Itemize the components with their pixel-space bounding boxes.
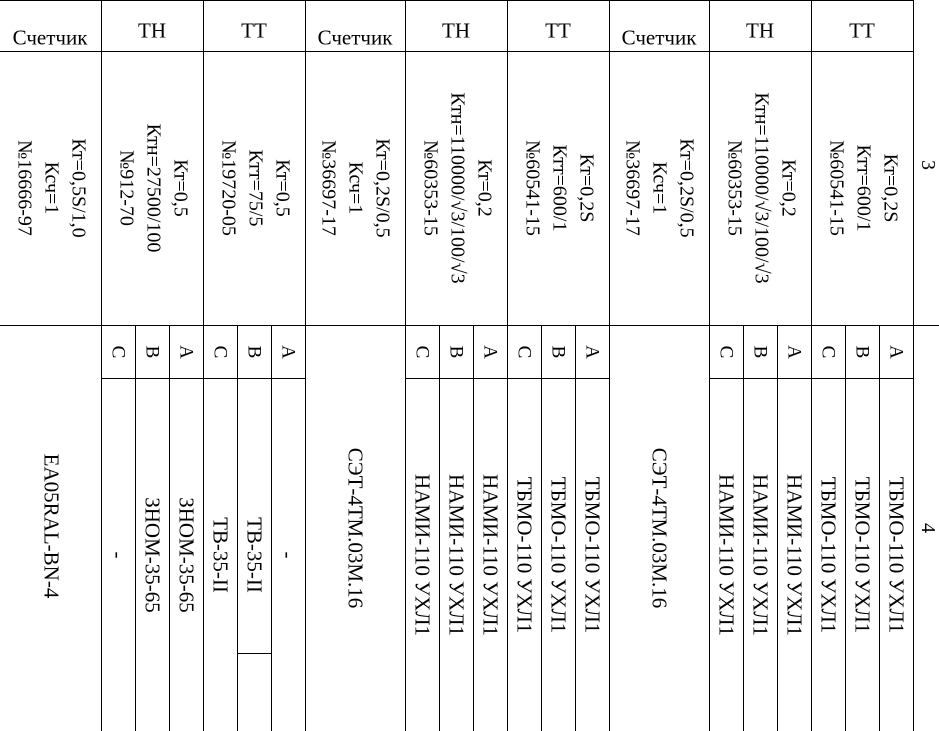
tn-header: ТН: [746, 18, 774, 43]
meter-header: Счетчик: [621, 25, 697, 50]
tt-spec-line-1: Кт=0,2S: [879, 153, 902, 223]
tn-phase-c: C: [715, 345, 737, 359]
meter-model: СЭТ-4ТМ.03М.16: [343, 447, 368, 609]
tn-spec-line-2: Ктн=110000/√3/100/√3: [446, 92, 469, 284]
table-rule-v169: [169, 325, 170, 731]
tn-model-b: НАМИ-110 УХЛ1: [748, 474, 773, 636]
tt-model-c: ТВ-35-II: [208, 517, 233, 593]
tt-spec-line-3: №19720-05: [217, 140, 240, 236]
tn-phase-c: C: [411, 345, 433, 359]
tt-spec-line-2: Ктт=600/1: [852, 144, 875, 232]
tt-spec-line-3: №60541-15: [521, 140, 544, 236]
tt-phase-a: A: [885, 345, 907, 359]
meter-header: Счетчик: [317, 25, 393, 50]
tn-spec-line-3: №912-70: [115, 150, 138, 226]
meter-header-cell: [0, 0, 101, 51]
table-rule-v743: [743, 325, 744, 731]
table-rule-v271: [271, 325, 272, 731]
table-rule-v845: [845, 325, 846, 731]
table-rule-v777: [777, 325, 778, 731]
tn-phase-b: B: [445, 345, 467, 359]
tt-model-a: ТБМО-110 УХЛ1: [580, 476, 605, 634]
tn-model-a: НАМИ-110 УХЛ1: [478, 474, 503, 636]
table-rule-v101: [101, 0, 102, 731]
meter-spec-line-1: Кт=0,2S/0,5: [371, 138, 394, 238]
tt-spec-line-1: Кт=0,2S: [575, 153, 598, 223]
tt-model-b: ТВ-35-II: [242, 517, 267, 593]
tt-spec-line-3: №60541-15: [825, 140, 848, 236]
tt-spec-line-2: Ктт=75/5: [244, 149, 267, 227]
tn-phase-b: B: [749, 345, 771, 359]
tn-phase-c: C: [107, 345, 129, 359]
tt-phase-b: B: [851, 345, 873, 359]
meter-spec-line-1: Кт=0,2S/0,5: [675, 138, 698, 238]
tt-model-a: -: [276, 551, 301, 559]
tn-header: ТН: [138, 18, 166, 43]
tn-spec-line-2: Ктн=27500/100: [142, 123, 165, 253]
tn-phase-a: A: [175, 345, 197, 359]
table-rule-header: [0, 51, 913, 52]
tn-spec-line-3: №60353-15: [419, 140, 442, 236]
meter-spec-line-3: №36697-17: [317, 140, 340, 236]
tt-model-b: ТБМО-110 УХЛ1: [850, 476, 875, 634]
tt-model-a: ТБМО-110 УХЛ1: [884, 476, 909, 634]
table-rule-v541: [541, 325, 542, 731]
tn-model-c: НАМИ-110 УХЛ1: [410, 474, 435, 636]
tn-spec-line-3: №60353-15: [723, 140, 746, 236]
column-number-model: 4: [917, 523, 939, 533]
tt-model-b: ТБМО-110 УХЛ1: [546, 476, 571, 634]
tt-spec-line-1: Кт=0,5: [271, 159, 294, 217]
tn-spec-line-1: Кт=0,5: [169, 159, 192, 217]
tt-header: ТТ: [545, 18, 571, 43]
table-rule-v913: [913, 0, 914, 731]
tt-phase-a: A: [581, 345, 603, 359]
tt-model-c: ТБМО-110 УХЛ1: [816, 476, 841, 634]
tt-model-c: ТБМО-110 УХЛ1: [512, 476, 537, 634]
tn-phase-a: A: [783, 345, 805, 359]
tn-model-b: ЗНОМ-35-65: [140, 497, 165, 613]
tt-phase-c: C: [209, 345, 231, 359]
tt-header: ТТ: [849, 18, 875, 43]
tt-phase-a: A: [277, 345, 299, 359]
table-rule-v575: [575, 325, 576, 731]
tt-phase-b: B: [547, 345, 569, 359]
table-rule-v135: [135, 325, 136, 731]
table-rule-v609: [609, 0, 610, 731]
tn-spec-line-1: Кт=0,2: [777, 159, 800, 217]
tt-phase-c: C: [513, 345, 535, 359]
tt-spec-line-2: Ктт=600/1: [548, 144, 571, 232]
meter-header-cell: [305, 0, 405, 51]
meter-spec-line-2: Ксч=1: [648, 161, 671, 215]
table-rule-v203: [203, 0, 204, 731]
tn-phase-b: B: [141, 345, 163, 359]
tn-spec-line-1: Кт=0,2: [473, 159, 496, 217]
meter-spec-line-2: Ксч=1: [344, 161, 367, 215]
tt-phase-c: C: [817, 345, 839, 359]
table-rule-top: [0, 0, 913, 1]
meter-spec-line-3: №36697-17: [621, 140, 644, 236]
meter-model: СЭТ-4ТМ.03М.16: [647, 447, 672, 609]
table-rule-v709: [709, 0, 710, 731]
table-rule-v439: [439, 325, 440, 731]
table-rule-v405: [405, 0, 406, 731]
table-rule-spec: [0, 325, 939, 326]
table-rule-v507: [507, 0, 508, 731]
meter-spec-line-3: №16666-97: [13, 140, 36, 236]
tn-model-c: -: [106, 551, 131, 559]
table-rule-v811: [811, 0, 812, 731]
tn-model-c: НАМИ-110 УХЛ1: [714, 474, 739, 636]
tn-model-a: ЗНОМ-35-65: [174, 497, 199, 613]
tn-header: ТН: [442, 18, 470, 43]
tt-header: ТТ: [241, 18, 267, 43]
table-rule-v879: [879, 325, 880, 731]
tn-spec-line-2: Ктн=110000/√3/100/√3: [750, 92, 773, 284]
table-rule-v305: [305, 0, 306, 731]
meter-header-cell: [609, 0, 709, 51]
meter-model: EA05RAL-BN-4: [39, 453, 64, 599]
tn-model-a: НАМИ-110 УХЛ1: [782, 474, 807, 636]
column-number-spec: 3: [917, 160, 939, 170]
meter-spec-line-1: Кт=0,5S/1,0: [67, 138, 90, 238]
table-rule-partial: [237, 653, 271, 654]
tt-phase-b: B: [243, 345, 265, 359]
tn-phase-a: A: [479, 345, 501, 359]
meter-spec-line-2: Ксч=1: [40, 161, 63, 215]
table-rule-v237: [237, 325, 238, 731]
tn-model-b: НАМИ-110 УХЛ1: [444, 474, 469, 636]
table-rule-v473: [473, 325, 474, 731]
meter-header: Счетчик: [12, 25, 88, 50]
